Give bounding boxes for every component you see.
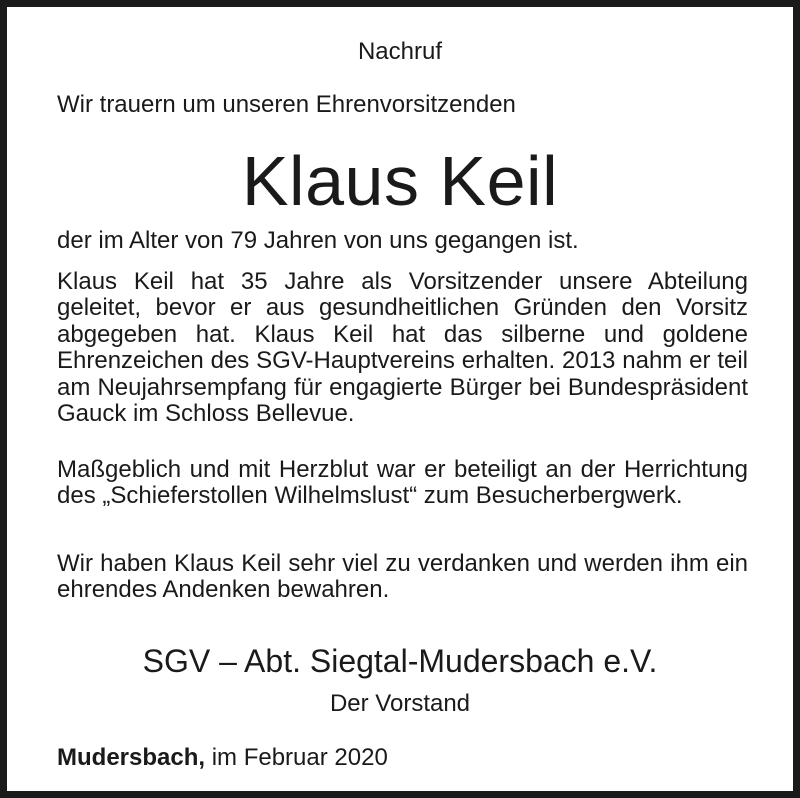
- deceased-name: Klaus Keil: [241, 142, 559, 220]
- place-name: Mudersbach,: [57, 744, 206, 771]
- notice-heading: Nachruf: [357, 38, 443, 65]
- board-signature: Der Vorstand: [329, 690, 471, 717]
- notice-date: im Februar 2020: [205, 744, 388, 771]
- paragraph-career: Klaus Keil hat 35 Jahre als Vorsitzender unsere Abteilung geleitet, bevor er aus gesundheitlichen Gründen den Vorsitz abgegeben hat. Klaus Keil hat das silberne und goldene Ehrenzeichen des SGV-Hauptvereins erhalten. 2013 nahm er teil am Neujahrsempfang für engagierte Bürger bei Bundespräsident Gauck im Schloss Bellevue.: [57, 268, 748, 428]
- age-line: der im Alter von 79 Jahren von uns gegangen ist.: [57, 227, 579, 254]
- organization-name: SGV – Abt. Siegtal-Mudersbach e.V.: [142, 643, 658, 679]
- place-date-line: [57, 744, 388, 772]
- paragraph-mine-project: Maßgeblich und mit Herzblut war er beteiligt an der Herrichtung des „Schieferstollen Wilhelmslust“ zum Besucherbergwerk.: [57, 456, 748, 510]
- intro-line: Wir trauern um unseren Ehrenvorsitzenden: [57, 91, 516, 118]
- paragraph-gratitude: Wir haben Klaus Keil sehr viel zu verdanken und werden ihm ein ehrendes Andenken bewahren.: [57, 550, 748, 604]
